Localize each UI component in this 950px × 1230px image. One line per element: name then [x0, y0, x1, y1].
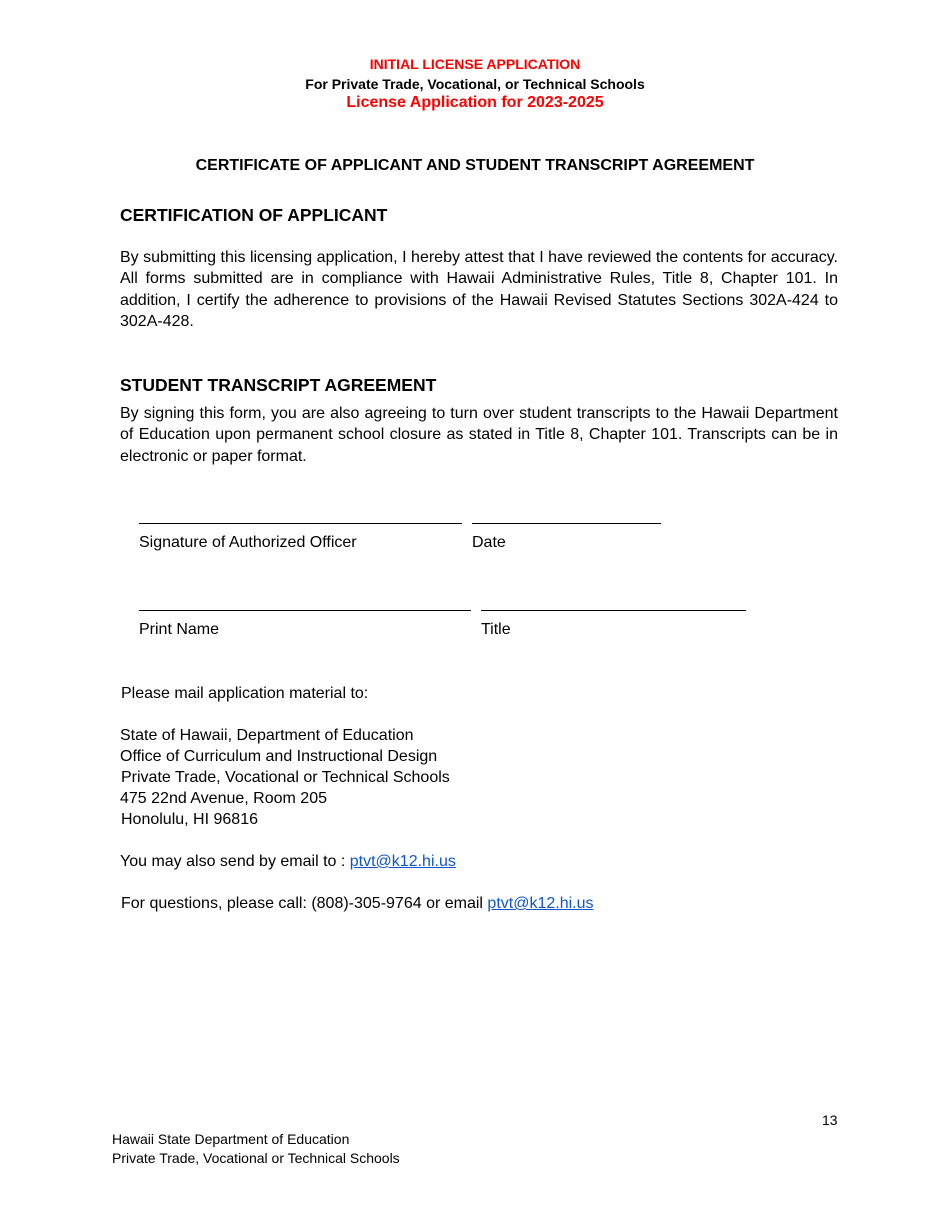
phone-prefix: For questions, please call: (808)-305-9764 or email: [121, 895, 488, 912]
certification-heading: CERTIFICATION OF APPLICANT: [120, 205, 388, 225]
document-title: CERTIFICATE OF APPLICANT AND STUDENT TRANSCRIPT AGREEMENT: [195, 157, 755, 174]
email-prefix: You may also send by email to :: [120, 853, 350, 870]
print-name-line[interactable]: [139, 610, 471, 611]
date-line[interactable]: [472, 523, 661, 524]
address-line-5: Honolulu, HI 96816: [121, 811, 258, 828]
page-number: 13: [822, 1112, 838, 1128]
header-line-1: INITIAL LICENSE APPLICATION: [369, 56, 581, 72]
title-line[interactable]: [481, 610, 746, 611]
phone-email-link[interactable]: ptvt@k12.hi.us: [487, 895, 594, 912]
header-line-2: For Private Trade, Vocational, or Technical Schools: [305, 76, 645, 92]
signature-label: Signature of Authorized Officer: [139, 534, 357, 551]
address-line-3: Private Trade, Vocational or Technical Schools: [121, 769, 450, 786]
mailing-intro: Please mail application material to:: [121, 685, 369, 702]
print-name-label: Print Name: [139, 621, 220, 638]
transcript-heading: STUDENT TRANSCRIPT AGREEMENT: [120, 375, 437, 395]
email-link[interactable]: ptvt@k12.hi.us: [349, 853, 456, 870]
address-line-2: Office of Curriculum and Instructional Design: [120, 748, 438, 765]
transcript-body: By signing this form, you are also agreeing to turn over student transcripts to the Hawaii Department of Education upon permanent school closure as stated in Title 8, Chapter 101. Transcripts can be in electronic or paper format.: [120, 405, 838, 465]
footer-line-1: Hawaii State Department of Education: [112, 1131, 350, 1147]
header-line-3: License Application for 2023-2025: [346, 94, 604, 111]
date-label: Date: [472, 534, 506, 551]
title-label: Title: [481, 621, 511, 638]
address-line-4: 475 22nd Avenue, Room 205: [120, 790, 327, 807]
address-line-1: State of Hawaii, Department of Education: [120, 727, 414, 744]
email-line: [120, 853, 456, 871]
footer-line-2: Private Trade, Vocational or Technical Schools: [112, 1150, 400, 1166]
certification-body: By submitting this licensing application, I hereby attest that I have reviewed the contents for accuracy. All forms submitted are in compliance with Hawaii Administrative Rules, Title 8, Chapter 101. In addition, I certify the adherence to provisions of the Hawaii Revised Statutes Sections 302A-424 to 302A-428.: [120, 249, 838, 330]
phone-line: [121, 895, 594, 913]
signature-line[interactable]: [139, 523, 462, 524]
